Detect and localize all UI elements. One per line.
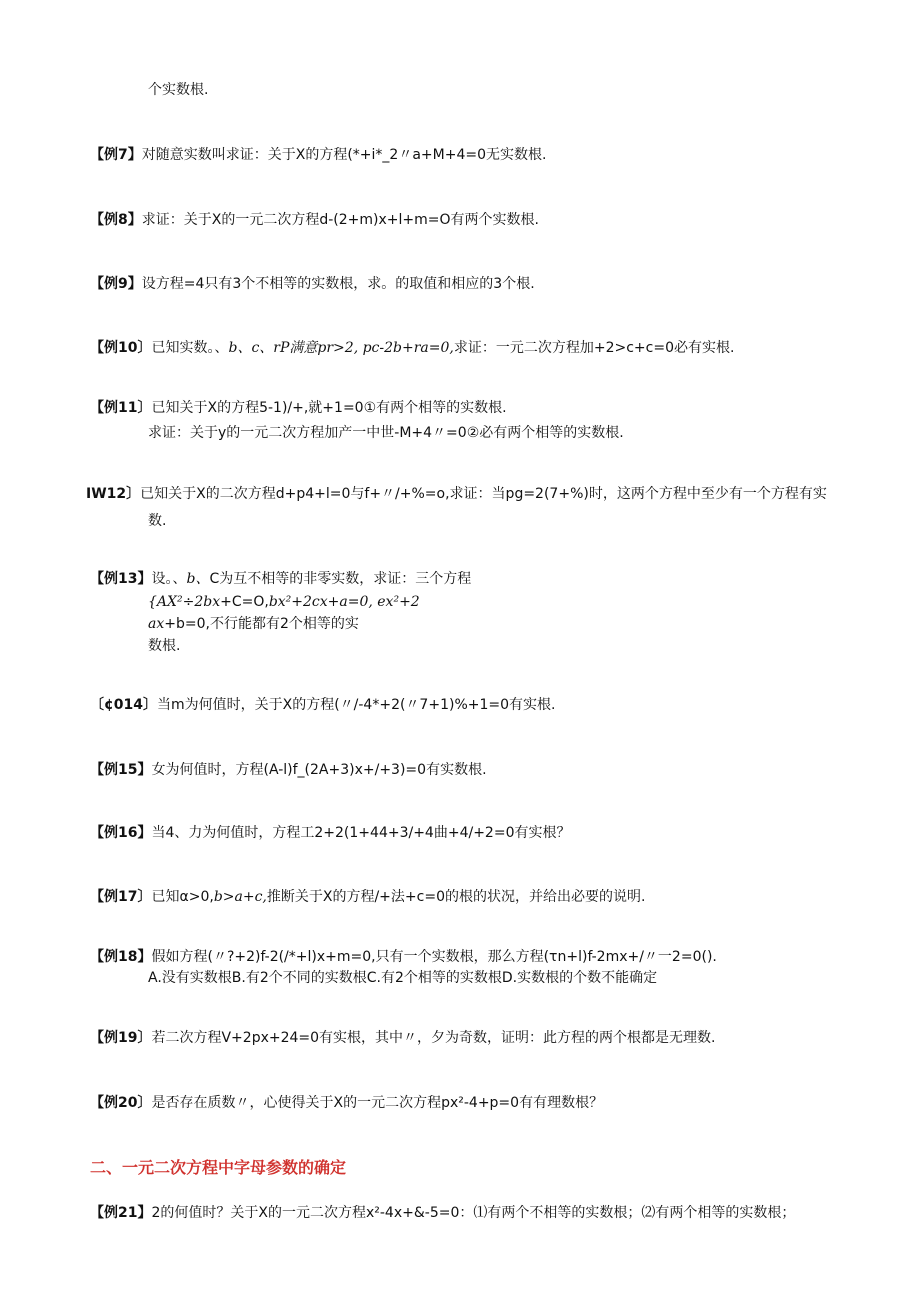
example-label: 【例16】 — [90, 825, 152, 841]
continuation-line: 个实数根. — [148, 82, 209, 98]
example-13 — [90, 569, 471, 589]
example-label: 【例9】 — [90, 276, 142, 292]
example-12-line2: 数. — [148, 513, 167, 529]
example-label: 【例15】 — [90, 762, 152, 778]
example-label: 【例10〕 — [90, 340, 152, 356]
example-formula: b、 — [186, 571, 210, 587]
example-text: 求证：关于X的一元二次方程d-(2+m)x+l+m=O有两个实数根. — [141, 212, 539, 228]
example-12 — [86, 484, 827, 504]
example-label: 【例20〕 — [90, 1095, 152, 1111]
example-13-line2 — [148, 592, 420, 612]
example-text: 已知关于X的二次方程d+p4+l=0与f+〃/+%=o,求证：当pg=2(7+%)时，这两个方程中至少有一个方程有实 — [140, 486, 827, 502]
example-10 — [90, 338, 734, 358]
example-formula: b、c、rP满意pr>2, pc-2b+ra=0, — [228, 340, 454, 356]
example-11 — [90, 398, 507, 418]
example-text: 已知实数。、 — [151, 340, 229, 356]
example-text: 是否存在质数〃，心使得关于X的一元二次方程px²-4+p=0有有理数根？ — [151, 1095, 604, 1111]
example-13-line3 — [148, 614, 359, 634]
example-label: IW12〕 — [86, 486, 141, 502]
example-text: C为互不相等的非零实数，求证：三个方程 — [209, 571, 472, 587]
example-20 — [90, 1093, 603, 1113]
example-text: +b=0,不行能都有2个相等的实 — [164, 616, 359, 632]
example-label: 【例21】 — [90, 1205, 152, 1221]
example-label: 〔¢014〕 — [90, 697, 157, 713]
section-heading: 二、一元二次方程中字母参数的确定 — [90, 1158, 347, 1177]
example-16 — [90, 823, 570, 843]
example-text: 假如方程(〃?+2)f-2(/*+l)x+m=0,只有一个实数根，那么方程(τn+l)f-2mx+/〃一2=0(). — [151, 949, 717, 965]
example-text: 推断关于X的方程/+法+c=0的根的状况，并给出必要的说明. — [266, 889, 646, 905]
example-18 — [90, 947, 717, 967]
example-text: 2的何值时？关于X的一元二次方程x²-4x+&-5=0：⑴有两个不相等的实数根；⑵有两个相等的实数根； — [151, 1205, 796, 1221]
example-21 — [90, 1203, 795, 1223]
example-text: 对随意实数叫求证：关于X的方程(*+i*_2〃a+M+4=0无实数根. — [141, 147, 547, 163]
example-13-line4: 数根. — [148, 638, 181, 654]
example-label: 【例13】 — [90, 571, 152, 587]
example-label: 【例11〕 — [90, 400, 152, 416]
example-formula: ax — [148, 616, 165, 632]
example-text: 设。、 — [151, 571, 187, 587]
example-text: 设方程=4只有3个不相等的实数根，求。的取值和相应的3个根. — [141, 276, 535, 292]
example-label: 【例17〕 — [90, 889, 152, 905]
example-formula: {AX²÷2bx — [148, 594, 221, 610]
example-18-options: A.没有实数根B.有2个不同的实数根C.有2个相等的实数根D.实数根的个数不能确定 — [148, 970, 658, 986]
example-15 — [90, 760, 487, 780]
example-9 — [90, 274, 535, 294]
example-text: 已知关于X的方程5-1)/+,就+1=0①有两个相等的实数根. — [151, 400, 507, 416]
example-label: 【例18】 — [90, 949, 152, 965]
example-formula: bx²+2cx+a=0, ex²+2 — [268, 594, 420, 610]
example-label: 【例8】 — [90, 212, 142, 228]
example-text: 已知α>0, — [151, 889, 214, 905]
example-7 — [90, 145, 546, 165]
example-label: 【例7】 — [90, 147, 142, 163]
example-text: 当m为何值时，关于X的方程(〃/-4*+2(〃7+1)%+1=0有实根. — [156, 697, 556, 713]
example-formula: b>a+c, — [213, 889, 267, 905]
example-text: 女为何值时，方程(A-l)f_(2A+3)x+/+3)=0有实数根. — [151, 762, 487, 778]
example-text: 求证：一元二次方程加+2>c+c=0必有实根. — [453, 340, 735, 356]
example-8 — [90, 210, 539, 230]
example-label: 【例19〕 — [90, 1030, 152, 1046]
example-14 — [90, 695, 555, 715]
example-17 — [90, 887, 645, 907]
example-19 — [90, 1028, 716, 1048]
example-text: 若二次方程V+2px+24=0有实根，其中〃，夕为奇数，证明：此方程的两个根都是无理数. — [151, 1030, 716, 1046]
example-11-line2: 求证：关于y的一元二次方程加产一中世-M+4〃=0②必有两个相等的实数根. — [148, 425, 624, 441]
example-text: +C=O, — [220, 594, 269, 610]
example-text: 当4、力为何值时，方程工2+2(1+44+3/+4曲+4/+2=0有实根？ — [151, 825, 571, 841]
